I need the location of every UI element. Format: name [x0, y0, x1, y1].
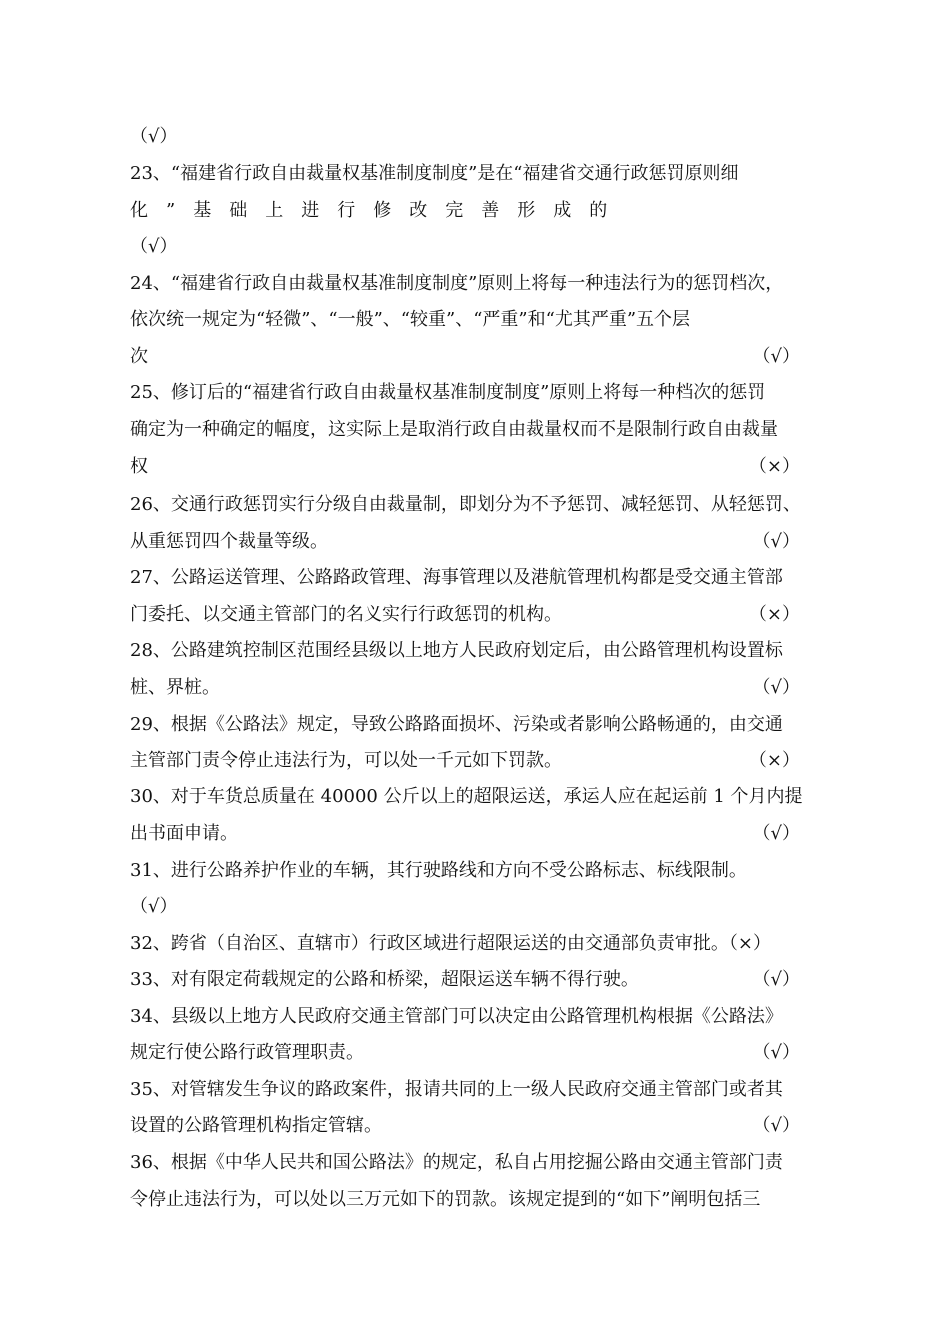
text-line: [130, 743, 830, 779]
answer-mark: （√）: [752, 531, 800, 552]
line-text: 32、跨省（自治区、直辖市）行政区域进行超限运送的由交通部负责审批。（×）: [130, 933, 771, 954]
text-line: [130, 487, 830, 523]
line-text: 35、对管辖发生争议的路政案件，报请共同的上一级人民政府交通主管部门或者其: [130, 1079, 783, 1100]
text-line: [130, 302, 830, 338]
text-line: [130, 1035, 830, 1071]
line-text: 26、交通行政惩罚实行分级自由裁量制，即划分为不予惩罚、减轻惩罚、从轻惩罚、: [130, 494, 801, 515]
text-line: [130, 853, 830, 889]
text-line: [130, 816, 830, 852]
text-line: [130, 926, 830, 962]
text-line: [130, 412, 830, 448]
line-text: 36、根据《中华人民共和国公路法》的规定，私自占用挖掘公路由交通主管部门责: [130, 1152, 783, 1173]
line-text: （√）: [130, 236, 178, 257]
text-line: [130, 339, 830, 375]
text-line: [130, 229, 830, 265]
line-text: 从重惩罚四个裁量等级。: [130, 531, 328, 552]
answer-mark: （√）: [752, 1042, 800, 1063]
line-text: 门委托、以交通主管部门的名义实行行政惩罚的机构。: [130, 604, 562, 625]
line-text: 31、进行公路养护作业的车辆，其行驶路线和方向不受公路标志、标线限制。: [130, 860, 747, 881]
line-text: 23、“福建省行政自由裁量权基准制度制度”是在“福建省交通行政惩罚原则细: [130, 163, 739, 184]
line-text: 34、县级以上地方人民政府交通主管部门可以决定由公路管理机构根据《公路法》: [130, 1006, 783, 1027]
line-text: 次: [130, 346, 148, 367]
line-text: 桩、界桩。: [130, 677, 220, 698]
text-line: [130, 633, 830, 669]
answer-mark: （√）: [752, 823, 800, 844]
line-text: 依次统一规定为“轻微”、“一般”、“较重”、“严重”和“尤其严重”五个层: [130, 309, 691, 330]
line-text: 24、“福建省行政自由裁量权基准制度制度”原则上将每一种违法行为的惩罚档次，: [130, 273, 784, 294]
text-line: [130, 597, 830, 633]
text-line: [130, 1182, 830, 1218]
text-line: [130, 156, 830, 192]
text-line: [130, 375, 830, 411]
line-text: 确定为一种确定的幅度，这实际上是取消行政自由裁量权而不是限制行政自由裁量: [130, 419, 778, 440]
line-text: 权: [130, 456, 148, 477]
line-text: （√）: [130, 126, 178, 147]
line-text: 28、公路建筑控制区范围经县级以上地方人民政府划定后，由公路管理机构设置标: [130, 640, 783, 661]
answer-mark: （√）: [752, 346, 800, 367]
text-line: [130, 1145, 830, 1181]
line-text: 33、对有限定荷载规定的公路和桥梁，超限运送车辆不得行驶。: [130, 969, 639, 990]
answer-mark: （√）: [752, 1115, 800, 1136]
text-line: [130, 1108, 830, 1144]
line-text: 令停止违法行为，可以处以三万元如下的罚款。该规定提到的“如下”阐明包括三: [130, 1189, 761, 1210]
answer-mark: （×）: [748, 456, 800, 477]
line-text: 出书面申请。: [130, 823, 238, 844]
text-line: [130, 560, 830, 596]
text-line: [130, 193, 830, 229]
text-line: [130, 707, 830, 743]
text-line: [130, 670, 830, 706]
answer-mark: （√）: [752, 969, 800, 990]
line-text: 27、公路运送管理、公路路政管理、海事管理以及港航管理机构都是受交通主管部: [130, 567, 783, 588]
text-line: [130, 524, 830, 560]
answer-mark: （√）: [752, 677, 800, 698]
text-line: [130, 999, 830, 1035]
text-line: [130, 779, 830, 815]
text-line: [130, 1072, 830, 1108]
line-text: 化 ” 基 础 上 进 行 修 改 完 善 形 成 的: [130, 200, 608, 221]
line-text: 30、对于车货总质量在 40000 公斤以上的超限运送，承运人应在起运前 1 个月内提: [130, 786, 803, 807]
line-text: 设置的公路管理机构指定管辖。: [130, 1115, 382, 1136]
line-text: 25、修订后的“福建省行政自由裁量权基准制度制度”原则上将每一种档次的惩罚: [130, 382, 766, 403]
text-line: [130, 119, 830, 155]
text-line: [130, 266, 830, 302]
text-line: [130, 889, 830, 925]
text-line: [130, 449, 830, 485]
line-text: （√）: [130, 896, 178, 917]
line-text: 29、根据《公路法》规定，导致公路路面损坏、污染或者影响公路畅通的，由交通: [130, 714, 783, 735]
answer-mark: （×）: [748, 604, 800, 625]
line-text: 主管部门责令停止违法行为，可以处一千元如下罚款。: [130, 750, 562, 771]
line-text: 规定行使公路行政管理职责。: [130, 1042, 364, 1063]
text-line: [130, 962, 830, 998]
answer-mark: （×）: [748, 750, 800, 771]
